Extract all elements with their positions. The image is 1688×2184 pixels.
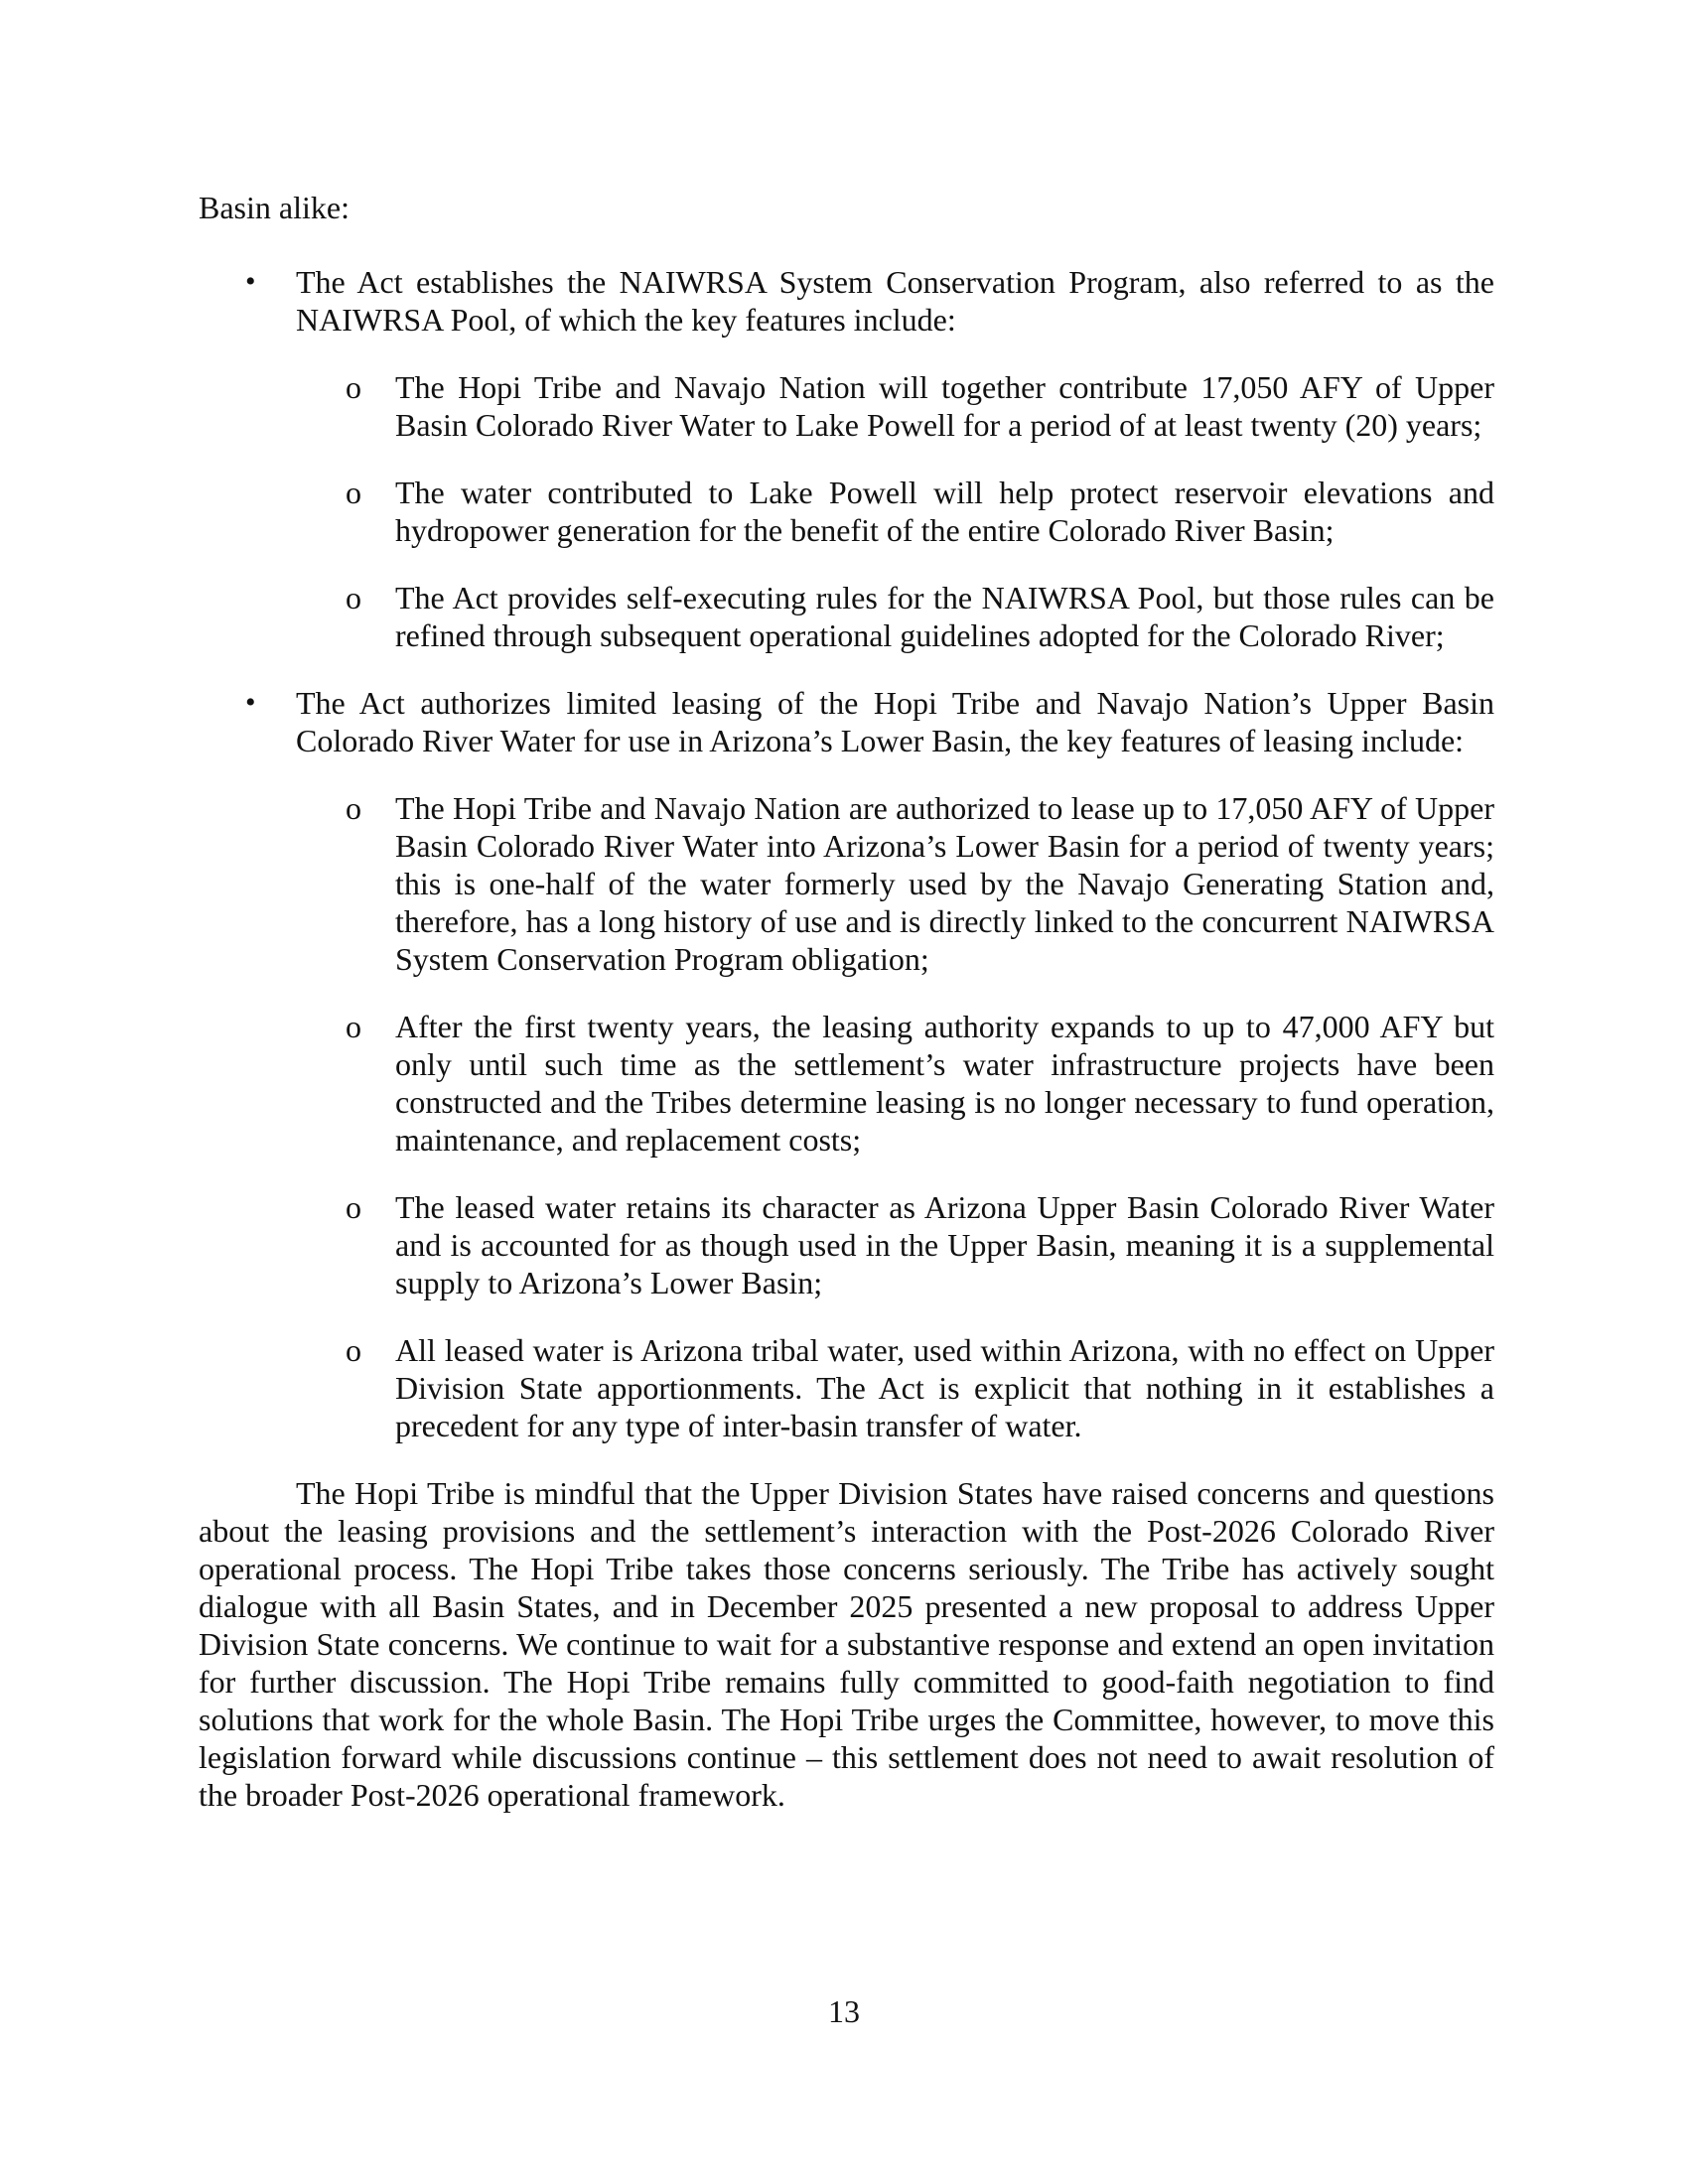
sub-marker: o (346, 475, 361, 510)
sub-item (199, 1008, 1494, 1159)
sub-marker: o (346, 1189, 361, 1225)
sub-item (199, 1331, 1494, 1444)
closing-paragraph: The Hopi Tribe is mindful that the Upper Division States have raised concerns and questions about the leasing provisions and the settlement’s interaction with the Post-2026 Colorado River operational process. The Hopi Tribe takes those concerns seriously. The Tribe has actively sought dialogue with all Basin States, and in December 2025 presented a new proposal to address Upper Division State concerns. We continue to wait for a substantive response and extend an open invitation for further discussion. The Hopi Tribe remains fully committed to good-faith negotiation to find solutions that work for the whole Basin. The Hopi Tribe urges the Committee, however, to move this legislation forward while discussions continue – this settlement does not need to await resolution of the broader Post-2026 operational framework. (199, 1475, 1494, 1813)
sub-item-text: The Act provides self-executing rules for the NAIWRSA Pool, but those rules can be refined through subsequent operational guidelines adopted for the Colorado River; (395, 580, 1494, 653)
bullet-item (199, 263, 1494, 339)
sub-item-text: After the first twenty years, the leasing authority expands to up to 47,000 AFY but only until such time as the settlement’s water infrastructure projects have been constructed and the Tribes determine leasing is no longer necessary to fund operation, maintenance, and replacement costs; (395, 1009, 1494, 1158)
sub-marker: o (346, 580, 361, 615)
sub-item (199, 579, 1494, 654)
sub-marker: o (346, 369, 361, 405)
sub-list (199, 789, 1494, 1444)
bullet-text: The Act authorizes limited leasing of the Hopi Tribe and Navajo Nation’s Upper Basin Colorado River Water for use in Arizona’s Lower Basin, the key features of leasing include: (296, 685, 1494, 758)
sub-list (199, 368, 1494, 654)
sub-item-text: The water contributed to Lake Powell will help protect reservoir elevations and hydropower generation for the benefit of the entire Colorado River Basin; (395, 475, 1494, 548)
bullet-item (199, 684, 1494, 759)
sub-item (199, 1188, 1494, 1301)
sub-item-text: The leased water retains its character as Arizona Upper Basin Colorado River Water and is accounted for as though used in the Upper Basin, meaning it is a supplemental supply to Arizona’s Lower Basin; (395, 1189, 1494, 1300)
sub-item (199, 474, 1494, 549)
sub-item (199, 368, 1494, 444)
page-number: 13 (828, 1993, 860, 2029)
bullet-text: The Act establishes the NAIWRSA System Conservation Program, also referred to as the NAIWRSA Pool, of which the key features include: (296, 264, 1494, 338)
bullet-marker: • (245, 686, 256, 719)
sub-item-text: All leased water is Arizona tribal water, used within Arizona, with no effect on Upper Division State apportionments. The Act is explicit that nothing in it establishes a precedent for any type of inter-basin transfer of water. (395, 1332, 1494, 1443)
bullet-marker: • (245, 265, 256, 298)
sub-marker: o (346, 1332, 361, 1368)
sub-item (199, 789, 1494, 978)
sub-item-text: The Hopi Tribe and Navajo Nation are authorized to lease up to 17,050 AFY of Upper Basin Colorado River Water into Arizona’s Lower Basin for a period of twenty years; this is one-half of the water formerly used by the Navajo Generating Station and, therefore, has a long history of use and is directly linked to the concurrent NAIWRSA System Conservation Program obligation; (395, 790, 1494, 977)
sub-item-text: The Hopi Tribe and Navajo Nation will together contribute 17,050 AFY of Upper Basin Colorado River Water to Lake Powell for a period of at least twenty (20) years; (395, 369, 1494, 443)
sub-marker: o (346, 790, 361, 826)
lead-text: Basin alike: (199, 190, 350, 225)
sub-marker: o (346, 1009, 361, 1044)
document-body (199, 263, 1494, 1814)
